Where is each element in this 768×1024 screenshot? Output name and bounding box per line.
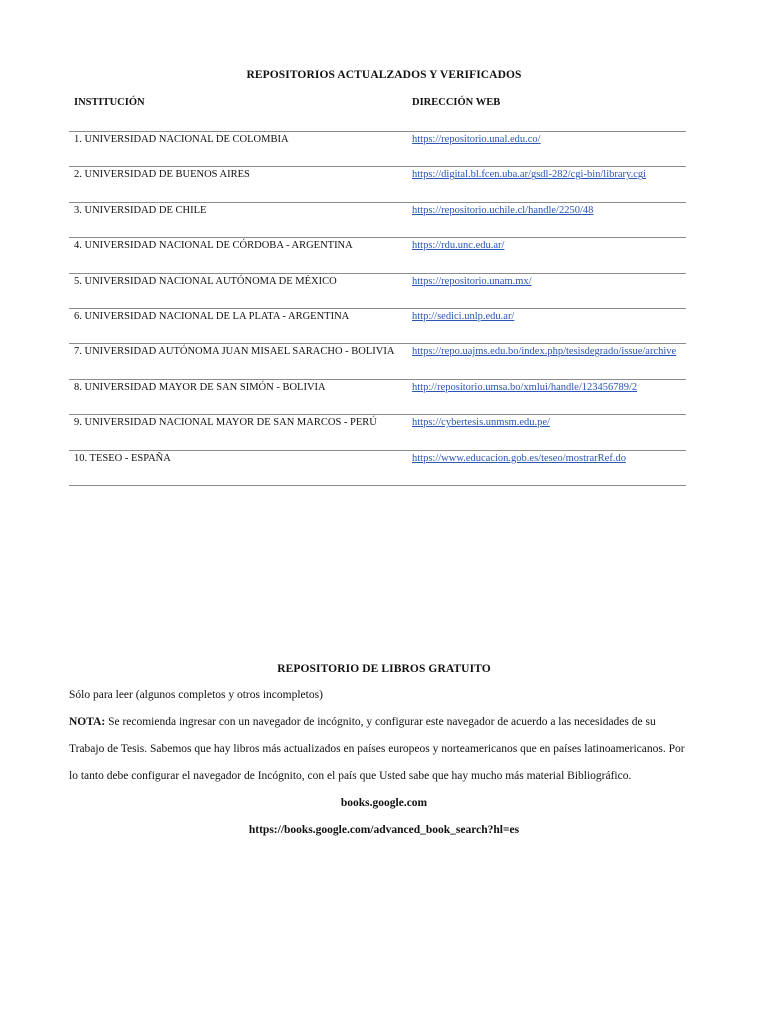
institution-name: 3. UNIVERSIDAD DE CHILE — [74, 204, 207, 216]
institution-name: 5. UNIVERSIDAD NACIONAL AUTÓNOMA DE MÉXICO — [74, 275, 337, 287]
note-label: NOTA: — [69, 716, 106, 728]
institution-name: 8. UNIVERSIDAD MAYOR DE SAN SIMÓN - BOLIVIA — [74, 381, 326, 393]
note-text: Se recomienda ingresar con un navegador de incógnito, y configurar este navegador de acuerdo a las necesidades de su — [105, 716, 656, 728]
repository-link[interactable]: https://repo.uajms.edu.bo/index.php/tesisdegrado/issue/archive — [412, 346, 677, 358]
table-row — [69, 309, 686, 344]
repository-link[interactable]: https://repositorio.uchile.cl/handle/2250/48 — [412, 204, 594, 216]
table-row — [69, 415, 686, 450]
table-row — [69, 203, 686, 238]
institution-name: 2. UNIVERSIDAD DE BUENOS AIRES — [74, 169, 250, 181]
header-url: DIRECCIÓN WEB — [412, 97, 501, 108]
header-institution: INSTITUCIÓN — [74, 97, 145, 108]
table-row — [69, 274, 686, 309]
repository-link[interactable]: https://repositorio.unam.mx/ — [412, 275, 532, 287]
note-paragraph-line-2: Trabajo de Tesis. Sabemos que hay libros más actualizados en países europeos y norteamericanos que en países latinoamericanos. Por — [69, 743, 685, 755]
repository-link[interactable]: https://www.educacion.gob.es/teseo/mostrarRef.do — [412, 452, 626, 464]
google-books-advanced-url: https://books.google.com/advanced_book_search?hl=es — [248, 824, 520, 836]
table-row — [69, 132, 686, 167]
table-row — [69, 167, 686, 202]
institution-name: 9. UNIVERSIDAD NACIONAL MAYOR DE SAN MARCOS - PERÚ — [74, 417, 377, 429]
repository-link[interactable]: https://repositorio.unal.edu.co/ — [412, 134, 541, 145]
table-header-row — [69, 95, 686, 132]
note-paragraph-line-1 — [69, 716, 699, 728]
note-paragraph-line-3: lo tanto debe configurar el navegador de Incógnito, con el país que Usted sabe que hay mucho más material Bibliográfico. — [69, 770, 632, 782]
repository-link[interactable]: https://digital.bl.fcen.uba.ar/gsdl-282/cgi-bin/library.cgi — [412, 169, 647, 181]
table-row — [69, 344, 686, 379]
institution-name: 4. UNIVERSIDAD NACIONAL DE CÓRDOBA - ARGENTINA — [74, 240, 353, 252]
google-books-site: books.google.com — [340, 797, 428, 809]
repositories-title: REPOSITORIOS ACTUALZADOS Y VERIFICADOS — [246, 69, 522, 81]
table-row — [69, 380, 686, 415]
institution-name: 6. UNIVERSIDAD NACIONAL DE LA PLATA - ARGENTINA — [74, 310, 350, 322]
repository-link[interactable]: http://sedici.unlp.edu.ar/ — [412, 310, 515, 322]
table-row — [69, 451, 686, 486]
repository-link[interactable]: https://rdu.unc.edu.ar/ — [412, 240, 505, 252]
read-only-note: Sólo para leer (algunos completos y otros incompletos) — [69, 689, 323, 701]
free-books-title: REPOSITORIO DE LIBROS GRATUITO — [277, 663, 491, 675]
institution-name: 7. UNIVERSIDAD AUTÓNOMA JUAN MISAEL SARACHO - BOLIVIA — [74, 346, 395, 358]
institution-name: 1. UNIVERSIDAD NACIONAL DE COLOMBIA — [74, 134, 289, 145]
repository-link[interactable]: https://cybertesis.unmsm.edu.pe/ — [412, 417, 550, 429]
table-row — [69, 238, 686, 273]
repositories-table — [69, 95, 686, 486]
repository-link[interactable]: http://repositorio.umsa.bo/xmlui/handle/123456789/2 — [412, 381, 638, 393]
institution-name: 10. TESEO - ESPAÑA — [74, 452, 171, 464]
